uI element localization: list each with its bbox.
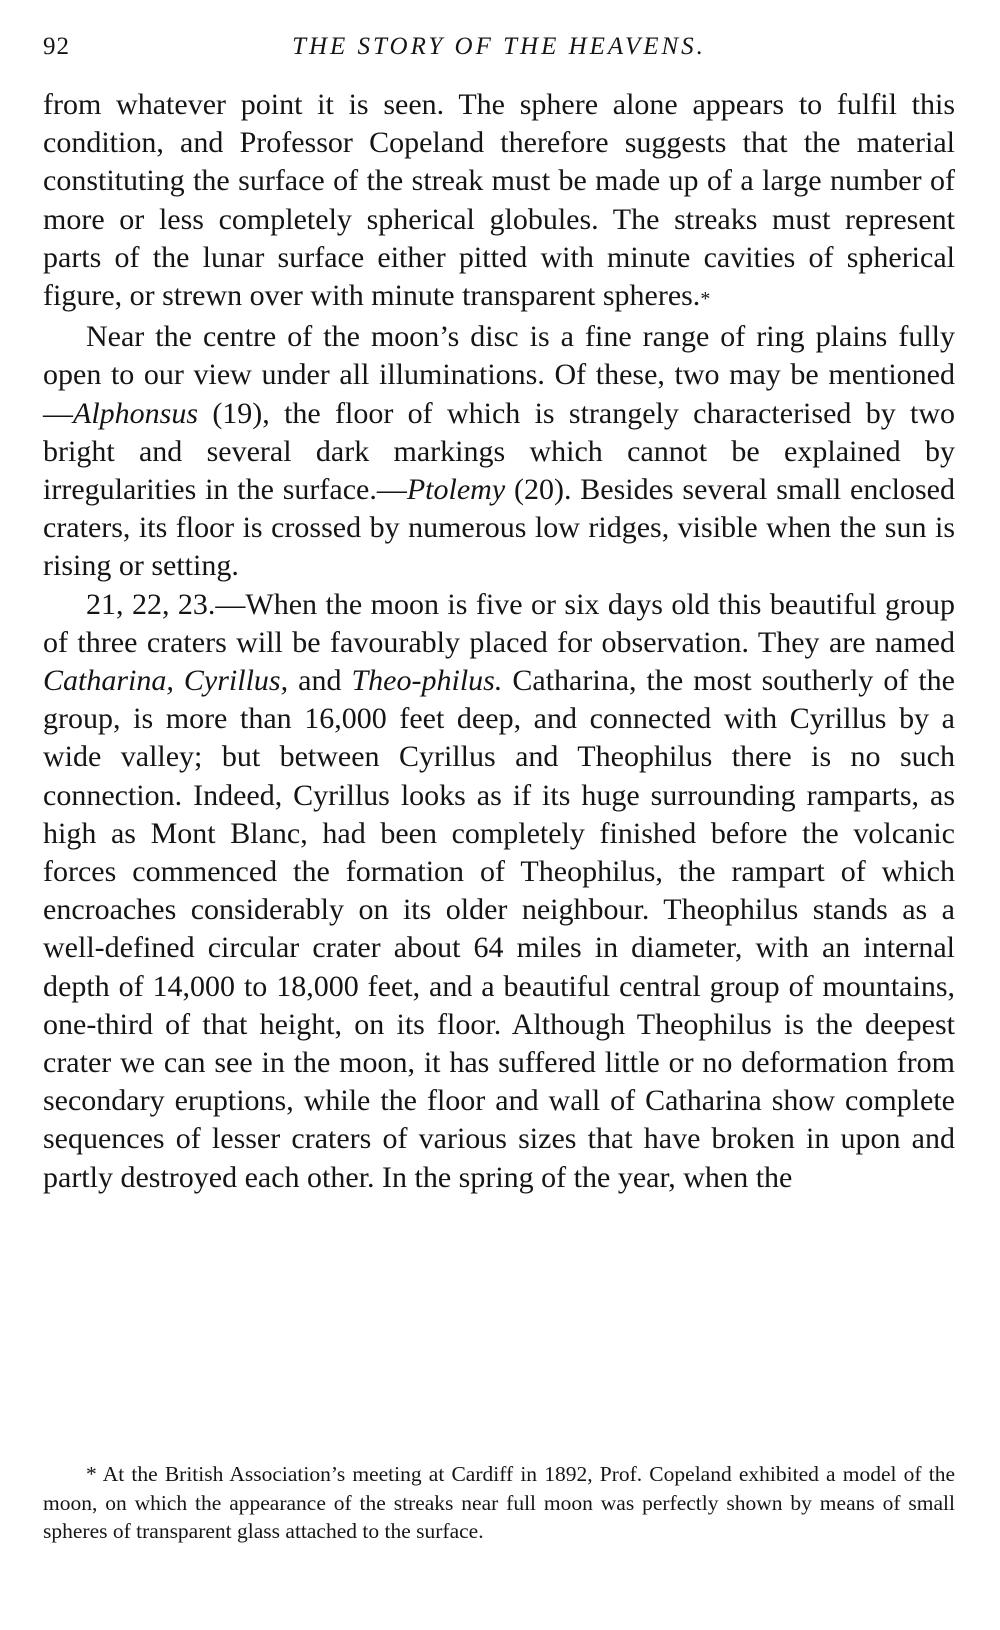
paragraph-text: and [288, 664, 352, 698]
body-text [43, 86, 955, 1197]
footnote-text: At the British Association’s meeting at Cardiff in 1892, Prof. Copeland exhibited a model of the moon, on which the appearance of the streaks near full moon was perfectly shown by means of small spheres of transparent glass attached to the surface. [43, 1462, 955, 1543]
paragraph-craters-21-23 [43, 586, 955, 1197]
paragraph-text: Catharina, the most southerly of the group, is more than 16,000 feet deep, and connected with Cyrillus by a wide valley; but between Cyrillus and Theophilus there is no such connection. Indeed, Cyrillus looks as if its huge surrounding ramparts, as high as Mont Blanc, had been completely finished before the volcanic forces commenced the formation of Theophilus, the rampart of which encroaches considerably on its older neighbour. Theophilus stands as a well-defined circular crater about 64 miles in diameter, with an internal depth of 14,000 to 18,000 feet, and a beautiful central group of mountains, one-third of that height, on its floor. Although Theophilus is the deepest crater we can see in the moon, it has suffered little or no deformation from secondary eruptions, while the floor and wall of Catharina show complete sequences of lesser craters of various sizes that have broken in upon and partly destroyed each other. In the spring of the year, when the [43, 664, 956, 1194]
paragraph-streaks [43, 86, 955, 318]
paragraph-text: (20). Besides several small enclosed craters, its floor is crossed by numerous low ridges, visible when the sun is rising or setting. [43, 473, 955, 583]
crater-name-theophilus: Theo- [351, 664, 422, 698]
paragraph-text: from whatever point it is seen. The sphere alone appears to fulfil this condition, and Professor Copeland therefore suggests that the material constituting the surface of the streak must be made up of a large number of more or less completely spherical globules. The streaks must represent parts of the lunar surface either pitted with minute cavities of spherical figure, or strewn over with minute transparent spheres. [43, 88, 955, 313]
page-number: 92 [43, 33, 70, 60]
footnote-mark: * [86, 1462, 97, 1486]
crater-name-cyrillus: Cyrillus, [183, 664, 289, 698]
paragraph-text: Near the centre of the moon’s disc is a fine range of ring plains fully open to our view under all illuminations. Of these, two may be mentioned— [43, 320, 955, 430]
paragraph-text: (19), the floor of which is strangely characterised by two bright and several dark markings which cannot be explained by irregularities in the surface.— [43, 396, 955, 507]
paragraph-ring-plains [43, 318, 955, 585]
crater-name-theophilus-continued: philus. [421, 664, 503, 698]
crater-name-ptolemy: Ptolemy [406, 473, 506, 507]
crater-name-alphonsus: Alphonsus [73, 396, 199, 430]
crater-name-catharina: Catharina, [43, 664, 174, 698]
paragraph-text: 21, 22, 23.—When the moon is five or six days old this beautiful group of three craters will be favourably placed for observation. They are named [43, 587, 955, 659]
footnote-reference: * [700, 288, 711, 311]
running-title: THE STORY OF THE HEAVENS. [292, 33, 706, 60]
running-head [43, 24, 955, 70]
footnote [43, 1460, 955, 1546]
book-page [43, 24, 956, 1543]
